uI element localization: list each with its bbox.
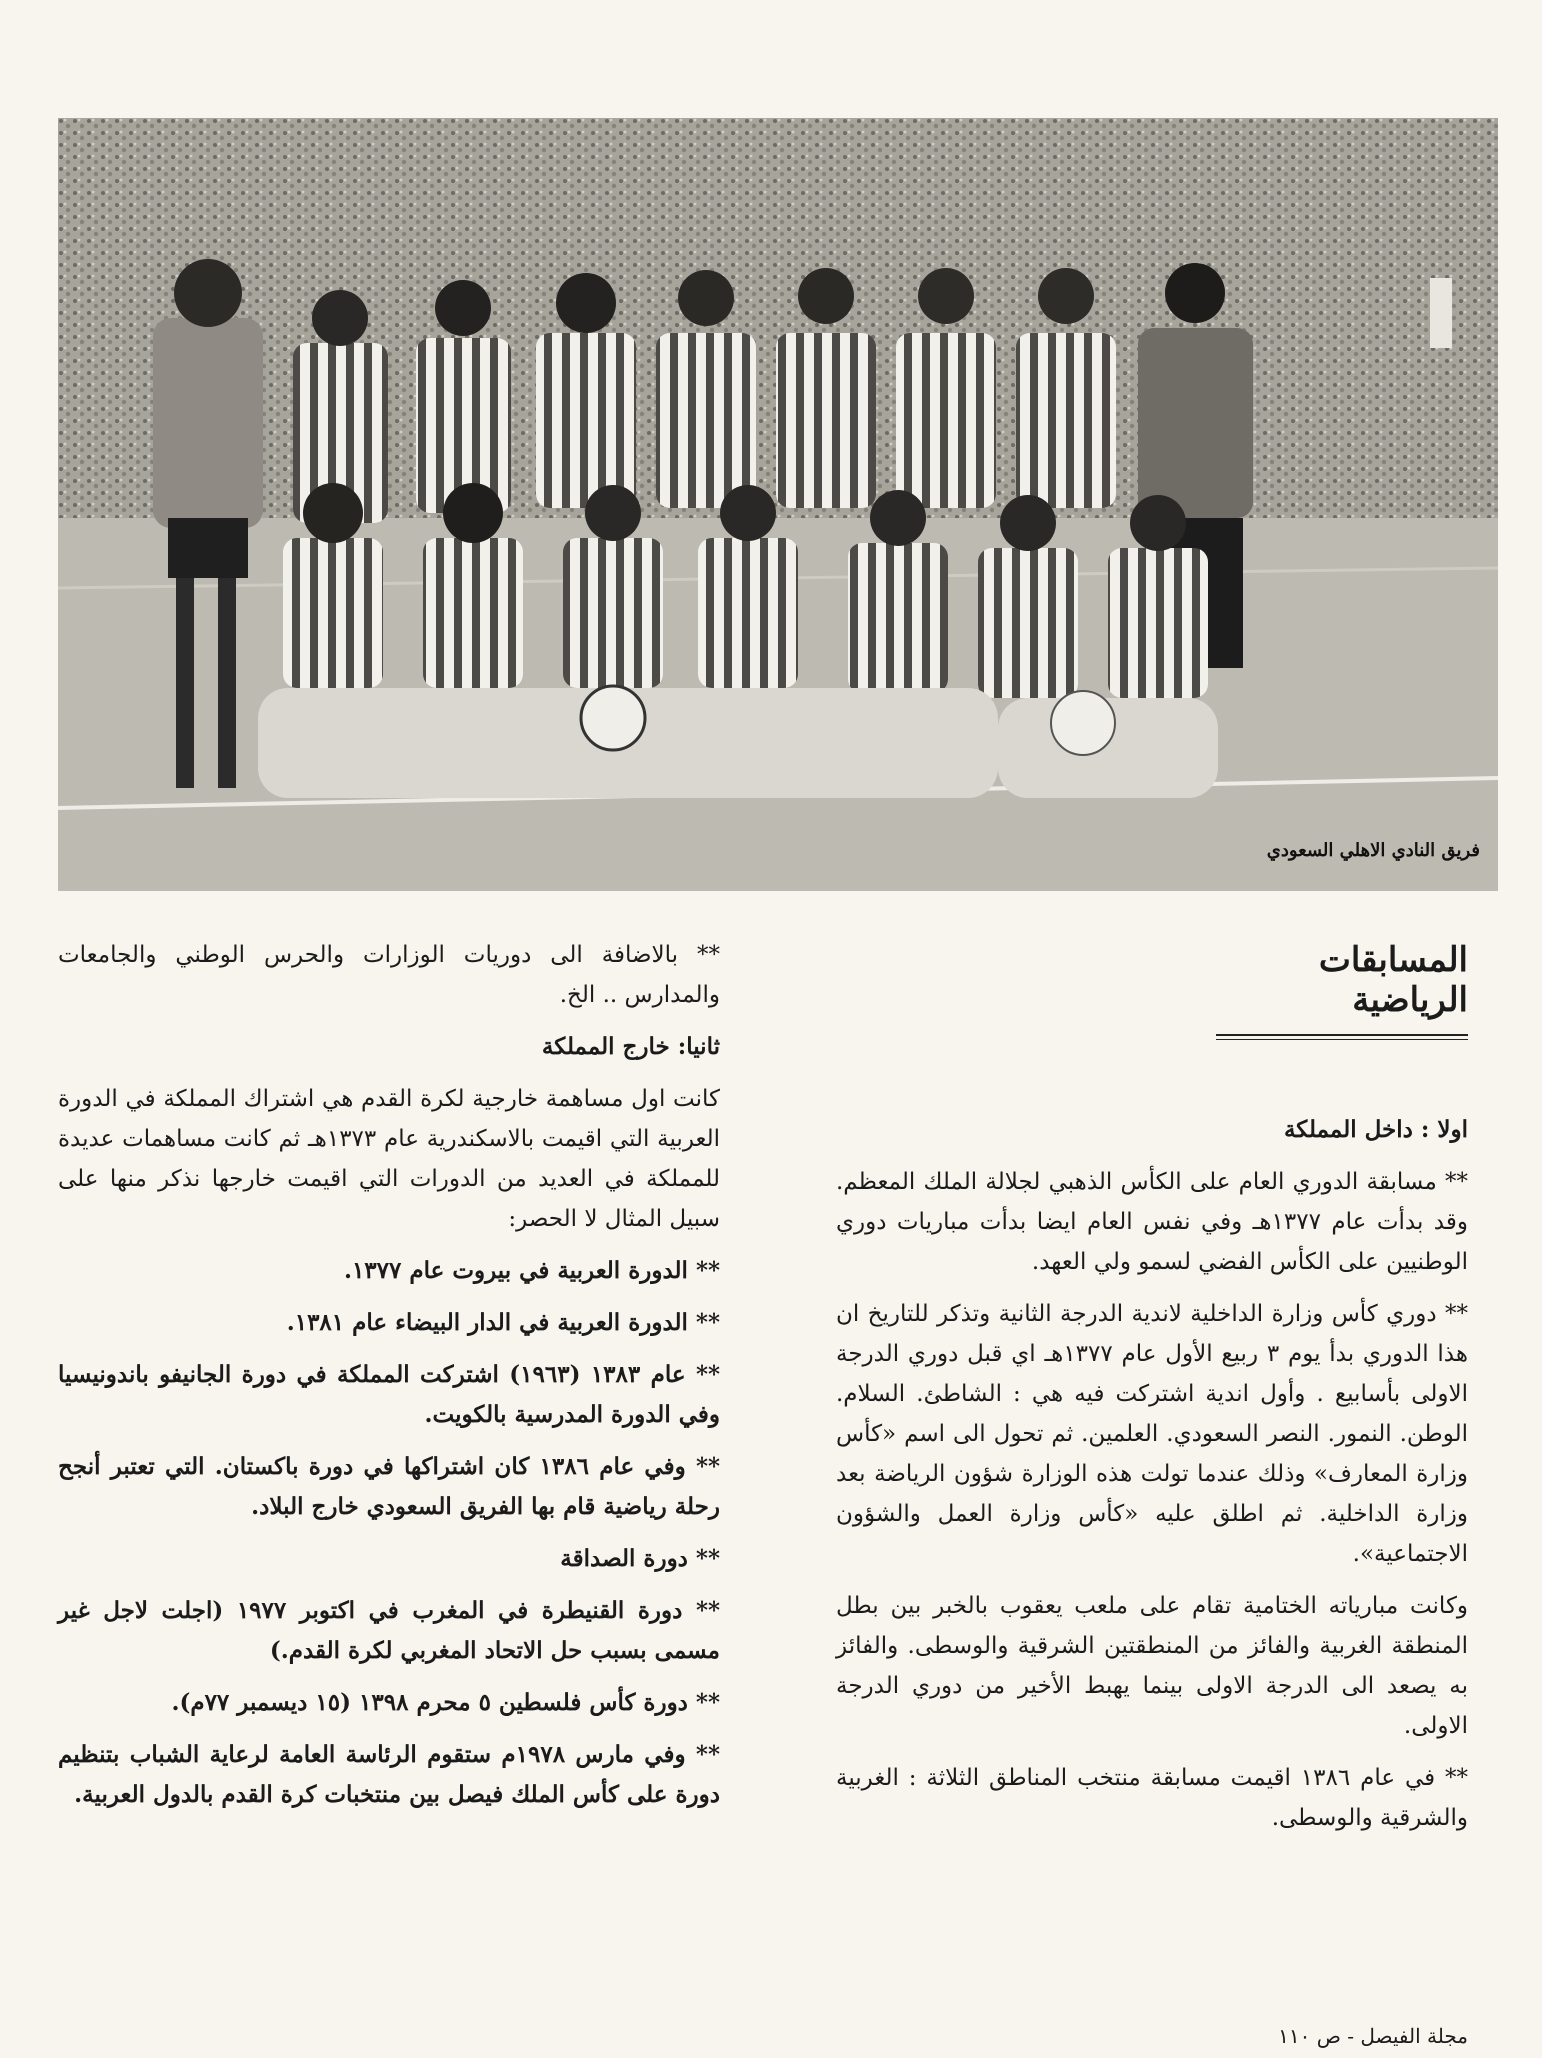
paragraph: كانت اول مساهمة خارجية لكرة القدم هي اشتراك المملكة في الدورة العربية التي اقيمت بالاسكندرية عام ١٣٧٣هـ ثم كانت مساهمات عديدة للمملكة في العديد من الدورات التي اقيمت خارجها نذكر منها على سبيل المثال لا الحصر: [58, 1086, 720, 1232]
list-item: ** عام ١٣٨٣ (١٩٦٣) اشتركت المملكة في دورة الجانيفو باندونيسيا وفي الدورة المدرسية بالكويت. [58, 1361, 720, 1428]
team-photo [58, 118, 1498, 891]
left-column [58, 935, 720, 1827]
list-item: ** دورة الصداقة [560, 1545, 720, 1572]
paragraph: ** مسابقة الدوري العام على الكأس الذهبي لجلالة الملك المعظم. وقد بدأت عام ١٣٧٧هـ وفي نفس العام ايضا بدأت مباريات دوري الوطنيين على الكأس الفضي لسمو ولي العهد. [836, 1169, 1468, 1275]
list-item: ** الدورة العربية في بيروت عام ١٣٧٧. [343, 1257, 720, 1284]
page-footer: مجلة الفيصل - ص ١١٠ [1278, 2024, 1468, 2048]
heading-inside-kingdom: اولا : داخل المملكة [1283, 1116, 1468, 1143]
list-item: ** وفي مارس ١٩٧٨م ستقوم الرئاسة العامة لرعاية الشباب بتنظيم دورة على كأس الملك فيصل بين منتخبات كرة القدم بالدول العربية. [58, 1741, 720, 1808]
list-item: ** دورة كأس فلسطين ٥ محرم ١٣٩٨ (١٥ ديسمبر ٧٧م). [171, 1689, 720, 1716]
team-photo-graphic [58, 118, 1498, 891]
paragraph: ** دوري كأس وزارة الداخلية لاندية الدرجة الثانية وتذكر للتاريخ ان هذا الدوري بدأ يوم ٣ ربيع الأول عام ١٣٧٧هـ اي قبل دوري الدرجة الاولى بأسابيع . وأول اندية اشتركت فيه هي : الشاطئ. السلام. الوطن. النمور. النصر السعودي. العلمين. ثم تحول الى اسم «كأس وزارة المعارف» وذلك عندما تولت هذه الوزارة شؤون الرياضة بعد وزارة الداخلية. ثم اطلق عليه «كأس وزارة العمل والشؤون الاجتماعية». [836, 1301, 1468, 1567]
title-underline-thin [1216, 1039, 1468, 1040]
list-item: ** الدورة العربية في الدار البيضاء عام ١٣٨١. [286, 1309, 720, 1336]
section-title: المسابقات الرياضية [1318, 940, 1468, 1020]
list-item: ** وفي عام ١٣٨٦ كان اشتراكها في دورة باكستان. التي تعتبر أنجح رحلة رياضية قام بها الفريق السعودي خارج البلاد. [58, 1453, 720, 1520]
list-item: ** دورة القنيطرة في المغرب في اكتوبر ١٩٧٧ (اجلت لاجل غير مسمى بسبب حل الاتحاد المغربي لكرة القدم.) [58, 1597, 721, 1664]
paragraph: وكانت مبارياته الختامية تقام على ملعب يعقوب بالخبر بين بطل المنطقة الغربية والفائز من المنطقتين الشرقية والوسطى. والفائز به يصعد الى الدرجة الاولى بينما يهبط الأخير من دوري الدرجة الاولى. [836, 1593, 1468, 1739]
football-left [581, 686, 645, 750]
paragraph: ** في عام ١٣٨٦ اقيمت مسابقة منتخب المناطق الثلاثة : الغربية والشرقية والوسطى. [836, 1765, 1468, 1831]
right-column [836, 940, 1468, 1850]
heading-outside-kingdom: ثانيا: خارج المملكة [541, 1033, 720, 1060]
section-title-block [1208, 940, 1468, 1040]
football-right [1051, 691, 1115, 755]
title-underline [1216, 1034, 1468, 1036]
paragraph: ** بالاضافة الى دوريات الوزارات والحرس الوطني والجامعات والمدارس .. الخ. [58, 942, 720, 1008]
photo-caption: فريق النادي الاهلي السعودي [1266, 840, 1480, 861]
